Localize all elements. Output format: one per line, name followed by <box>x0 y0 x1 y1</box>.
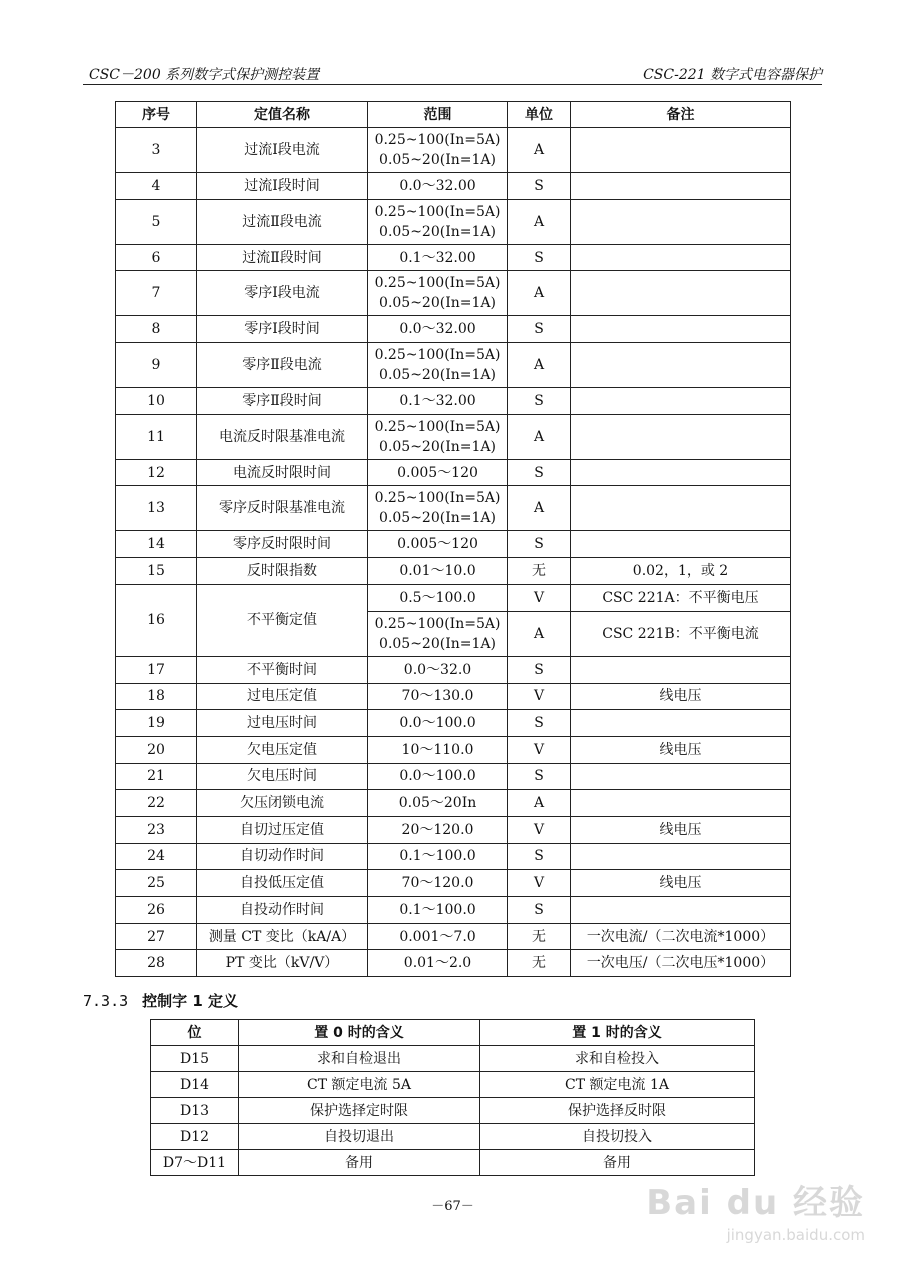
table-row <box>116 790 791 817</box>
page-number: －67－ <box>431 1199 474 1214</box>
cell-name: 欠电压时间 <box>197 763 368 790</box>
table-row <box>116 843 791 870</box>
cell-range <box>368 683 508 710</box>
cell-range <box>368 870 508 897</box>
cell-range <box>368 388 508 415</box>
cell-note <box>571 173 791 200</box>
cell-note: 线电压 <box>571 736 791 763</box>
cell-unit: S <box>508 531 571 558</box>
table-row <box>116 736 791 763</box>
cell-note <box>571 244 791 271</box>
cell-no: 21 <box>116 763 197 790</box>
section-title: 控制字 1 定义 <box>142 992 239 1010</box>
cell-no: 25 <box>116 870 197 897</box>
range-line: 70～120.0 <box>401 875 474 892</box>
cell-no: 26 <box>116 897 197 924</box>
table-row <box>116 584 791 611</box>
cell-note <box>571 343 791 388</box>
cell-name: 测量 CT 变比（kA/A） <box>197 923 368 950</box>
range-line: 0.0～100.0 <box>399 768 476 785</box>
cell-no: 17 <box>116 656 197 683</box>
range-line: 0.05~20(In=1A) <box>379 152 496 168</box>
cell-note <box>571 414 791 459</box>
table-row <box>116 656 791 683</box>
cell-name: 零序反时限基准电流 <box>197 486 368 531</box>
table-row <box>116 388 791 415</box>
cell-range <box>368 558 508 585</box>
range-line: 0.01～10.0 <box>399 562 476 579</box>
cell-unit: S <box>508 843 571 870</box>
table-row <box>151 1098 755 1124</box>
cell-unit: S <box>508 656 571 683</box>
cell-unit: V <box>508 584 571 611</box>
cell-no: 7 <box>116 271 197 316</box>
cell-unit: S <box>508 316 571 343</box>
table-row <box>116 271 791 316</box>
cell-set0: CT 额定电流 5A <box>239 1072 480 1098</box>
cell-unit: A <box>508 199 571 244</box>
cell-name: 自投动作时间 <box>197 897 368 924</box>
cell-no: 11 <box>116 414 197 459</box>
cell-set0: 求和自检退出 <box>239 1046 480 1072</box>
cell-no: 22 <box>116 790 197 817</box>
cell-name: 零序Ⅰ段时间 <box>197 316 368 343</box>
table-row <box>116 950 791 977</box>
cell-note <box>571 128 791 173</box>
table-row <box>116 414 791 459</box>
cell-range <box>368 271 508 316</box>
cell-unit: V <box>508 816 571 843</box>
cell-note <box>571 199 791 244</box>
range-line: 0.05~20(In=1A) <box>379 367 496 384</box>
table-row <box>116 244 791 271</box>
cell-unit: A <box>508 271 571 316</box>
cell-name: 过流Ⅰ段电流 <box>197 128 368 173</box>
cell-note: CSC 221A：不平衡电压 <box>571 584 791 611</box>
cell-note <box>571 763 791 790</box>
cell-no: 12 <box>116 459 197 486</box>
col-header-bit: 位 <box>151 1020 239 1046</box>
cell-range <box>368 950 508 977</box>
cell-name: 零序Ⅰ段电流 <box>197 271 368 316</box>
range-line: 0.0～32.00 <box>399 177 476 194</box>
section-heading <box>83 990 238 1011</box>
cell-set1: 自投切投入 <box>480 1124 755 1150</box>
cell-range <box>368 611 508 656</box>
cell-range <box>368 244 508 271</box>
cell-note <box>571 388 791 415</box>
cell-set1: 求和自检投入 <box>480 1046 755 1072</box>
cell-note <box>571 271 791 316</box>
cell-set0: 自投切退出 <box>239 1124 480 1150</box>
cell-name: 零序反时限时间 <box>197 531 368 558</box>
range-line: 0.25~100(In=5A) <box>374 418 501 435</box>
range-line: 0.005～120 <box>397 464 478 481</box>
cell-name: 反时限指数 <box>197 558 368 585</box>
range-line: 10～110.0 <box>401 741 474 758</box>
cell-unit: V <box>508 870 571 897</box>
cell-range <box>368 736 508 763</box>
table-row <box>116 870 791 897</box>
table-row <box>151 1124 755 1150</box>
cell-no: 9 <box>116 343 197 388</box>
cell-bit: D12 <box>151 1124 239 1150</box>
range-line: 0.05~20(In=1A) <box>379 635 496 652</box>
cell-no: 15 <box>116 558 197 585</box>
cell-range <box>368 199 508 244</box>
control-table-header <box>151 1020 755 1046</box>
range-line: 0.25~100(In=5A) <box>374 490 501 507</box>
cell-bit: D13 <box>151 1098 239 1124</box>
cell-unit: S <box>508 173 571 200</box>
table-row <box>116 316 791 343</box>
table-row <box>116 128 791 173</box>
cell-no: 16 <box>116 584 197 656</box>
settings-table-header <box>116 102 791 128</box>
cell-name: 不平衡定值 <box>197 584 368 656</box>
cell-no: 18 <box>116 683 197 710</box>
range-line: 0.0～100.0 <box>399 715 476 732</box>
cell-set0: 保护选择定时限 <box>239 1098 480 1124</box>
cell-range <box>368 710 508 737</box>
cell-name: 过流Ⅰ段时间 <box>197 173 368 200</box>
cell-no: 23 <box>116 816 197 843</box>
range-line: 0.1～32.00 <box>399 392 476 409</box>
cell-set1: 保护选择反时限 <box>480 1098 755 1124</box>
range-line: 0.01～2.0 <box>403 955 472 972</box>
cell-range <box>368 486 508 531</box>
table-row <box>116 763 791 790</box>
col-header-range: 范围 <box>368 102 508 128</box>
range-line: 0.05~20(In=1A) <box>379 510 496 527</box>
cell-name: 自切动作时间 <box>197 843 368 870</box>
cell-no: 20 <box>116 736 197 763</box>
table-row <box>116 531 791 558</box>
cell-note <box>571 459 791 486</box>
table-row <box>116 710 791 737</box>
control-word-table <box>150 1019 755 1176</box>
cell-bit: D15 <box>151 1046 239 1072</box>
cell-name: 过流Ⅱ段时间 <box>197 244 368 271</box>
table-row <box>116 343 791 388</box>
cell-name: 自切过压定值 <box>197 816 368 843</box>
cell-unit: S <box>508 459 571 486</box>
cell-no: 27 <box>116 923 197 950</box>
cell-unit: S <box>508 244 571 271</box>
header-left: CSC－200 系列数字式保护测控装置 <box>89 67 320 83</box>
table-row <box>116 683 791 710</box>
cell-range <box>368 459 508 486</box>
cell-name: 自投低压定值 <box>197 870 368 897</box>
cell-note <box>571 316 791 343</box>
cell-name: 零序Ⅱ段电流 <box>197 343 368 388</box>
cell-set1: CT 额定电流 1A <box>480 1072 755 1098</box>
cell-unit: A <box>508 343 571 388</box>
cell-unit: V <box>508 683 571 710</box>
cell-range <box>368 897 508 924</box>
header-right: CSC-221 数字式电容器保护 <box>643 67 822 83</box>
cell-note: 一次电压/（二次电压*1000） <box>571 950 791 977</box>
col-header-no: 序号 <box>116 102 197 128</box>
cell-range <box>368 343 508 388</box>
range-line: 0.25~100(In=5A) <box>374 132 501 148</box>
col-header-note: 备注 <box>571 102 791 128</box>
cell-bit: D7～D11 <box>151 1150 239 1176</box>
range-line: 0.25~100(In=5A) <box>374 275 501 292</box>
cell-name: 过电压时间 <box>197 710 368 737</box>
cell-no: 19 <box>116 710 197 737</box>
page-header <box>83 62 822 85</box>
cell-note: 一次电流/（二次电流*1000） <box>571 923 791 950</box>
cell-note <box>571 486 791 531</box>
cell-range <box>368 656 508 683</box>
cell-no: 4 <box>116 173 197 200</box>
col-header-name: 定值名称 <box>197 102 368 128</box>
cell-range <box>368 816 508 843</box>
cell-note <box>571 531 791 558</box>
range-line: 0.0～32.0 <box>403 661 472 678</box>
cell-range <box>368 173 508 200</box>
range-line: 0.05~20(In=1A) <box>379 295 496 312</box>
range-line: 0.25~100(In=5A) <box>374 203 501 220</box>
cell-bit: D14 <box>151 1072 239 1098</box>
cell-unit: A <box>508 611 571 656</box>
range-line: 0.005～120 <box>397 536 478 553</box>
col-header-set1: 置 1 时的含义 <box>480 1020 755 1046</box>
cell-note: 线电压 <box>571 816 791 843</box>
cell-no: 24 <box>116 843 197 870</box>
table-row <box>116 199 791 244</box>
cell-range: 0.5～100.0 <box>368 584 508 611</box>
cell-no: 28 <box>116 950 197 977</box>
cell-name: 欠压闭锁电流 <box>197 790 368 817</box>
cell-name: PT 变比（kV/V） <box>197 950 368 977</box>
cell-unit: S <box>508 710 571 737</box>
cell-note <box>571 790 791 817</box>
cell-name: 过流Ⅱ段电流 <box>197 199 368 244</box>
cell-no: 3 <box>116 128 197 173</box>
range-line: 0.05～20In <box>398 795 477 812</box>
cell-name: 不平衡时间 <box>197 656 368 683</box>
cell-unit: A <box>508 790 571 817</box>
cell-range <box>368 531 508 558</box>
range-line: 20～120.0 <box>401 821 474 838</box>
cell-note: 线电压 <box>571 683 791 710</box>
settings-table <box>115 101 791 977</box>
range-line: 0.05~20(In=1A) <box>379 223 496 240</box>
cell-note <box>571 710 791 737</box>
table-row <box>116 558 791 585</box>
cell-no: 13 <box>116 486 197 531</box>
cell-no: 8 <box>116 316 197 343</box>
cell-unit: 无 <box>508 950 571 977</box>
range-line: 0.1～100.0 <box>399 901 476 918</box>
cell-unit: S <box>508 388 571 415</box>
range-line: 0.25~100(In=5A) <box>374 347 501 364</box>
cell-no: 14 <box>116 531 197 558</box>
table-row <box>116 486 791 531</box>
range-line: 0.25~100(In=5A) <box>374 615 501 632</box>
cell-range <box>368 316 508 343</box>
table-row <box>116 897 791 924</box>
cell-note <box>571 656 791 683</box>
baidu-watermark <box>646 1175 865 1244</box>
cell-no: 6 <box>116 244 197 271</box>
watermark-url: jingyan.baidu.com <box>726 1226 865 1244</box>
cell-note: CSC 221B：不平衡电流 <box>571 611 791 656</box>
table-row <box>116 923 791 950</box>
range-line: 0.001～7.0 <box>399 928 476 945</box>
cell-no: 10 <box>116 388 197 415</box>
cell-unit: A <box>508 128 571 173</box>
cell-range <box>368 923 508 950</box>
cell-name: 电流反时限基准电流 <box>197 414 368 459</box>
cell-unit: A <box>508 414 571 459</box>
cell-unit: 无 <box>508 923 571 950</box>
cell-note <box>571 897 791 924</box>
cell-set1: 备用 <box>480 1150 755 1176</box>
cell-unit: 无 <box>508 558 571 585</box>
cell-unit: V <box>508 736 571 763</box>
cell-set0: 备用 <box>239 1150 480 1176</box>
col-header-unit: 单位 <box>508 102 571 128</box>
watermark-brand: Bai du 经验 <box>646 1183 865 1223</box>
cell-no: 5 <box>116 199 197 244</box>
table-row <box>116 459 791 486</box>
table-row <box>116 173 791 200</box>
range-line: 0.0～32.00 <box>399 321 476 338</box>
table-row <box>116 816 791 843</box>
cell-name: 欠电压定值 <box>197 736 368 763</box>
cell-unit: A <box>508 486 571 531</box>
col-header-set0: 置 0 时的含义 <box>239 1020 480 1046</box>
cell-unit: S <box>508 763 571 790</box>
cell-range <box>368 414 508 459</box>
cell-unit: S <box>508 897 571 924</box>
range-line: 0.1～100.0 <box>399 848 476 865</box>
cell-name: 过电压定值 <box>197 683 368 710</box>
cell-note: 0.02，1，或 2 <box>571 558 791 585</box>
cell-range <box>368 763 508 790</box>
cell-name: 电流反时限时间 <box>197 459 368 486</box>
section-number: 7.3.3 <box>83 992 129 1010</box>
range-line: 0.05~20(In=1A) <box>379 438 496 455</box>
cell-note <box>571 843 791 870</box>
cell-range <box>368 843 508 870</box>
table-row <box>151 1072 755 1098</box>
range-line: 70～130.0 <box>401 688 474 705</box>
cell-range <box>368 790 508 817</box>
cell-range <box>368 128 508 173</box>
table-row <box>151 1150 755 1176</box>
cell-name: 零序Ⅱ段时间 <box>197 388 368 415</box>
cell-note: 线电压 <box>571 870 791 897</box>
table-row <box>151 1046 755 1072</box>
range-line: 0.1～32.00 <box>399 249 476 266</box>
